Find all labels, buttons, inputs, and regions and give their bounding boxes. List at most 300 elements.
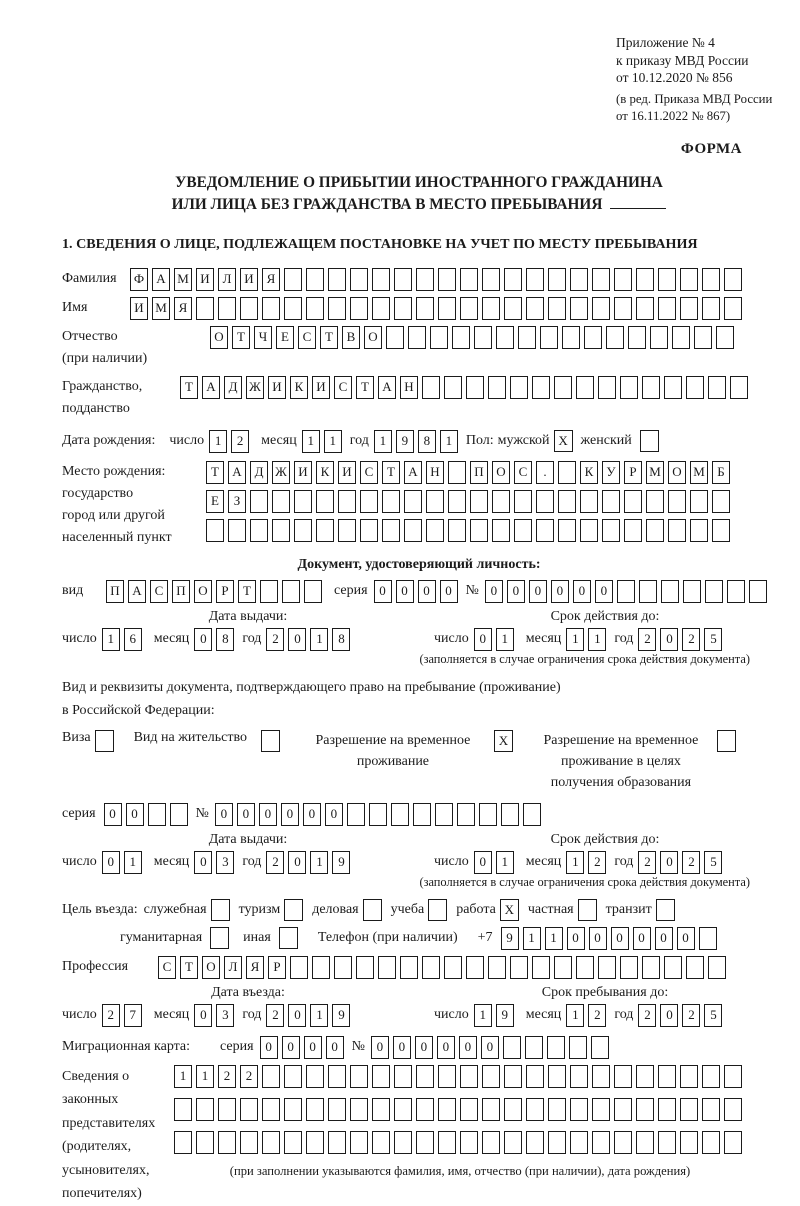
char-cell[interactable] bbox=[642, 376, 660, 399]
char-cell[interactable] bbox=[426, 519, 444, 542]
char-cell[interactable]: 0 bbox=[194, 851, 212, 874]
char-cell[interactable] bbox=[680, 297, 698, 320]
char-cell[interactable]: 0 bbox=[529, 580, 547, 603]
char-cell[interactable] bbox=[570, 268, 588, 291]
char-cell[interactable] bbox=[554, 956, 572, 979]
char-cell[interactable] bbox=[316, 490, 334, 513]
char-cell[interactable]: 1 bbox=[302, 430, 320, 453]
char-cell[interactable]: С bbox=[360, 461, 378, 484]
gender-male-checkbox[interactable]: X bbox=[554, 430, 573, 452]
char-cell[interactable] bbox=[570, 1131, 588, 1154]
char-cell[interactable] bbox=[228, 519, 246, 542]
char-cell[interactable] bbox=[430, 326, 448, 349]
char-cell[interactable] bbox=[548, 1098, 566, 1121]
char-cell[interactable]: М bbox=[152, 297, 170, 320]
char-cell[interactable] bbox=[394, 1065, 412, 1088]
char-cell[interactable]: 0 bbox=[440, 580, 458, 603]
char-cell[interactable] bbox=[620, 376, 638, 399]
char-cell[interactable]: 0 bbox=[288, 851, 306, 874]
char-cell[interactable] bbox=[504, 297, 522, 320]
char-cell[interactable]: 1 bbox=[196, 1065, 214, 1088]
char-cell[interactable] bbox=[170, 803, 188, 826]
char-cell[interactable] bbox=[658, 268, 676, 291]
char-cell[interactable] bbox=[617, 580, 635, 603]
char-cell[interactable]: И bbox=[338, 461, 356, 484]
char-cell[interactable] bbox=[306, 1065, 324, 1088]
char-cell[interactable] bbox=[328, 297, 346, 320]
char-cell[interactable] bbox=[558, 519, 576, 542]
char-cell[interactable] bbox=[526, 1065, 544, 1088]
char-cell[interactable] bbox=[636, 1065, 654, 1088]
char-cell[interactable] bbox=[636, 268, 654, 291]
char-cell[interactable] bbox=[602, 519, 620, 542]
char-cell[interactable] bbox=[391, 803, 409, 826]
char-cell[interactable] bbox=[452, 326, 470, 349]
char-cell[interactable] bbox=[716, 326, 734, 349]
char-cell[interactable] bbox=[328, 268, 346, 291]
char-cell[interactable]: К bbox=[316, 461, 334, 484]
char-cell[interactable]: И bbox=[130, 297, 148, 320]
char-cell[interactable]: 0 bbox=[281, 803, 299, 826]
char-cell[interactable] bbox=[262, 297, 280, 320]
char-cell[interactable] bbox=[457, 803, 475, 826]
char-cell[interactable] bbox=[702, 1065, 720, 1088]
char-cell[interactable]: 0 bbox=[393, 1036, 411, 1059]
char-cell[interactable]: 0 bbox=[326, 1036, 344, 1059]
char-cell[interactable]: 0 bbox=[481, 1036, 499, 1059]
char-cell[interactable]: Р bbox=[624, 461, 642, 484]
char-cell[interactable]: Ф bbox=[130, 268, 148, 291]
char-cell[interactable] bbox=[514, 490, 532, 513]
char-cell[interactable] bbox=[668, 519, 686, 542]
char-cell[interactable]: Т bbox=[382, 461, 400, 484]
char-cell[interactable] bbox=[554, 376, 572, 399]
char-cell[interactable] bbox=[466, 956, 484, 979]
char-cell[interactable] bbox=[570, 1098, 588, 1121]
char-cell[interactable] bbox=[683, 580, 701, 603]
char-cell[interactable]: О bbox=[364, 326, 382, 349]
char-cell[interactable] bbox=[466, 376, 484, 399]
char-cell[interactable] bbox=[394, 1131, 412, 1154]
char-cell[interactable] bbox=[705, 580, 723, 603]
char-cell[interactable]: 2 bbox=[682, 628, 700, 651]
char-cell[interactable] bbox=[174, 1098, 192, 1121]
char-cell[interactable]: Н bbox=[426, 461, 444, 484]
char-cell[interactable]: 0 bbox=[437, 1036, 455, 1059]
char-cell[interactable] bbox=[448, 519, 466, 542]
char-cell[interactable] bbox=[360, 490, 378, 513]
char-cell[interactable]: 9 bbox=[332, 1004, 350, 1027]
char-cell[interactable]: У bbox=[602, 461, 620, 484]
char-cell[interactable] bbox=[504, 268, 522, 291]
char-cell[interactable] bbox=[479, 803, 497, 826]
char-cell[interactable] bbox=[702, 1131, 720, 1154]
char-cell[interactable] bbox=[558, 461, 576, 484]
char-cell[interactable]: 3 bbox=[216, 851, 234, 874]
temp-residence-education-checkbox[interactable] bbox=[717, 730, 736, 752]
char-cell[interactable] bbox=[548, 1065, 566, 1088]
char-cell[interactable] bbox=[218, 1098, 236, 1121]
char-cell[interactable]: 6 bbox=[124, 628, 142, 651]
char-cell[interactable] bbox=[547, 1036, 565, 1059]
char-cell[interactable] bbox=[614, 297, 632, 320]
char-cell[interactable] bbox=[350, 1065, 368, 1088]
char-cell[interactable]: 0 bbox=[237, 803, 255, 826]
char-cell[interactable] bbox=[536, 490, 554, 513]
char-cell[interactable]: 0 bbox=[215, 803, 233, 826]
purpose-private-checkbox[interactable] bbox=[578, 899, 597, 921]
char-cell[interactable]: 0 bbox=[288, 1004, 306, 1027]
char-cell[interactable] bbox=[328, 1098, 346, 1121]
char-cell[interactable]: 0 bbox=[551, 580, 569, 603]
char-cell[interactable] bbox=[628, 326, 646, 349]
char-cell[interactable] bbox=[416, 1098, 434, 1121]
char-cell[interactable] bbox=[240, 1098, 258, 1121]
char-cell[interactable] bbox=[592, 1098, 610, 1121]
char-cell[interactable] bbox=[488, 956, 506, 979]
char-cell[interactable] bbox=[724, 268, 742, 291]
char-cell[interactable] bbox=[372, 1098, 390, 1121]
char-cell[interactable] bbox=[240, 1131, 258, 1154]
char-cell[interactable] bbox=[504, 1131, 522, 1154]
char-cell[interactable] bbox=[592, 1065, 610, 1088]
char-cell[interactable]: 2 bbox=[588, 1004, 606, 1027]
char-cell[interactable]: 0 bbox=[371, 1036, 389, 1059]
char-cell[interactable] bbox=[240, 297, 258, 320]
char-cell[interactable] bbox=[724, 297, 742, 320]
char-cell[interactable] bbox=[749, 580, 767, 603]
char-cell[interactable] bbox=[562, 326, 580, 349]
char-cell[interactable] bbox=[658, 1131, 676, 1154]
char-cell[interactable] bbox=[444, 956, 462, 979]
purpose-work-checkbox[interactable]: X bbox=[500, 899, 519, 921]
char-cell[interactable]: 1 bbox=[545, 927, 563, 950]
char-cell[interactable] bbox=[148, 803, 166, 826]
char-cell[interactable]: 0 bbox=[589, 927, 607, 950]
char-cell[interactable]: 1 bbox=[474, 1004, 492, 1027]
char-cell[interactable] bbox=[206, 519, 224, 542]
purpose-official-checkbox[interactable] bbox=[211, 899, 230, 921]
char-cell[interactable] bbox=[196, 1098, 214, 1121]
char-cell[interactable]: П bbox=[470, 461, 488, 484]
char-cell[interactable] bbox=[460, 268, 478, 291]
char-cell[interactable]: 0 bbox=[485, 580, 503, 603]
char-cell[interactable] bbox=[536, 519, 554, 542]
char-cell[interactable] bbox=[372, 1065, 390, 1088]
char-cell[interactable] bbox=[482, 1065, 500, 1088]
char-cell[interactable] bbox=[702, 268, 720, 291]
char-cell[interactable] bbox=[284, 1131, 302, 1154]
char-cell[interactable]: 2 bbox=[102, 1004, 120, 1027]
char-cell[interactable] bbox=[438, 1065, 456, 1088]
char-cell[interactable] bbox=[614, 1065, 632, 1088]
char-cell[interactable] bbox=[306, 297, 324, 320]
char-cell[interactable]: 0 bbox=[418, 580, 436, 603]
char-cell[interactable]: Т bbox=[180, 956, 198, 979]
char-cell[interactable] bbox=[394, 268, 412, 291]
char-cell[interactable] bbox=[350, 1098, 368, 1121]
char-cell[interactable] bbox=[284, 1098, 302, 1121]
char-cell[interactable] bbox=[378, 956, 396, 979]
char-cell[interactable] bbox=[614, 1098, 632, 1121]
char-cell[interactable]: Т bbox=[232, 326, 250, 349]
char-cell[interactable]: 0 bbox=[126, 803, 144, 826]
char-cell[interactable]: 0 bbox=[259, 803, 277, 826]
char-cell[interactable] bbox=[426, 490, 444, 513]
char-cell[interactable] bbox=[702, 297, 720, 320]
char-cell[interactable]: 2 bbox=[588, 851, 606, 874]
char-cell[interactable]: П bbox=[106, 580, 124, 603]
char-cell[interactable] bbox=[328, 1065, 346, 1088]
char-cell[interactable] bbox=[650, 326, 668, 349]
char-cell[interactable]: Е bbox=[276, 326, 294, 349]
char-cell[interactable]: А bbox=[152, 268, 170, 291]
char-cell[interactable]: 0 bbox=[633, 927, 651, 950]
char-cell[interactable] bbox=[448, 461, 466, 484]
char-cell[interactable] bbox=[658, 297, 676, 320]
char-cell[interactable] bbox=[438, 268, 456, 291]
char-cell[interactable] bbox=[690, 519, 708, 542]
char-cell[interactable] bbox=[504, 1098, 522, 1121]
char-cell[interactable]: Д bbox=[250, 461, 268, 484]
char-cell[interactable] bbox=[328, 1131, 346, 1154]
char-cell[interactable]: 1 bbox=[566, 628, 584, 651]
char-cell[interactable]: Т bbox=[238, 580, 256, 603]
char-cell[interactable]: 1 bbox=[566, 851, 584, 874]
char-cell[interactable] bbox=[438, 1098, 456, 1121]
char-cell[interactable]: 0 bbox=[288, 628, 306, 651]
char-cell[interactable] bbox=[422, 956, 440, 979]
char-cell[interactable] bbox=[488, 376, 506, 399]
temp-residence-checkbox[interactable]: X bbox=[494, 730, 513, 752]
char-cell[interactable] bbox=[272, 490, 290, 513]
char-cell[interactable]: А bbox=[228, 461, 246, 484]
char-cell[interactable]: 0 bbox=[595, 580, 613, 603]
char-cell[interactable] bbox=[702, 1098, 720, 1121]
char-cell[interactable]: 0 bbox=[660, 851, 678, 874]
char-cell[interactable]: 1 bbox=[566, 1004, 584, 1027]
char-cell[interactable]: К bbox=[580, 461, 598, 484]
char-cell[interactable]: М bbox=[646, 461, 664, 484]
char-cell[interactable] bbox=[284, 1065, 302, 1088]
char-cell[interactable]: И bbox=[240, 268, 258, 291]
char-cell[interactable]: 2 bbox=[231, 430, 249, 453]
char-cell[interactable]: З bbox=[228, 490, 246, 513]
char-cell[interactable]: 2 bbox=[638, 628, 656, 651]
char-cell[interactable] bbox=[492, 519, 510, 542]
char-cell[interactable] bbox=[592, 297, 610, 320]
char-cell[interactable] bbox=[290, 956, 308, 979]
char-cell[interactable]: 0 bbox=[194, 628, 212, 651]
char-cell[interactable]: 0 bbox=[415, 1036, 433, 1059]
char-cell[interactable] bbox=[708, 376, 726, 399]
char-cell[interactable]: О bbox=[194, 580, 212, 603]
char-cell[interactable] bbox=[584, 326, 602, 349]
char-cell[interactable] bbox=[174, 1131, 192, 1154]
purpose-study-checkbox[interactable] bbox=[428, 899, 447, 921]
char-cell[interactable]: 1 bbox=[496, 628, 514, 651]
char-cell[interactable]: 0 bbox=[474, 628, 492, 651]
char-cell[interactable]: К bbox=[290, 376, 308, 399]
char-cell[interactable]: 0 bbox=[459, 1036, 477, 1059]
char-cell[interactable]: 0 bbox=[260, 1036, 278, 1059]
char-cell[interactable]: 1 bbox=[588, 628, 606, 651]
char-cell[interactable] bbox=[642, 956, 660, 979]
char-cell[interactable]: Я bbox=[246, 956, 264, 979]
char-cell[interactable] bbox=[570, 1065, 588, 1088]
char-cell[interactable] bbox=[282, 580, 300, 603]
char-cell[interactable]: 1 bbox=[124, 851, 142, 874]
char-cell[interactable] bbox=[460, 1098, 478, 1121]
char-cell[interactable]: Т bbox=[356, 376, 374, 399]
char-cell[interactable] bbox=[602, 490, 620, 513]
char-cell[interactable] bbox=[712, 490, 730, 513]
char-cell[interactable] bbox=[250, 490, 268, 513]
char-cell[interactable] bbox=[262, 1065, 280, 1088]
char-cell[interactable]: Б bbox=[712, 461, 730, 484]
char-cell[interactable]: Р bbox=[268, 956, 286, 979]
char-cell[interactable] bbox=[470, 490, 488, 513]
char-cell[interactable]: Ж bbox=[272, 461, 290, 484]
char-cell[interactable] bbox=[306, 1098, 324, 1121]
char-cell[interactable] bbox=[482, 1131, 500, 1154]
char-cell[interactable]: 0 bbox=[573, 580, 591, 603]
char-cell[interactable] bbox=[262, 1098, 280, 1121]
char-cell[interactable]: О bbox=[202, 956, 220, 979]
char-cell[interactable] bbox=[646, 490, 664, 513]
char-cell[interactable] bbox=[260, 580, 278, 603]
char-cell[interactable]: 8 bbox=[332, 628, 350, 651]
char-cell[interactable]: Л bbox=[218, 268, 236, 291]
char-cell[interactable] bbox=[444, 376, 462, 399]
char-cell[interactable] bbox=[591, 1036, 609, 1059]
char-cell[interactable] bbox=[382, 519, 400, 542]
char-cell[interactable] bbox=[580, 490, 598, 513]
char-cell[interactable] bbox=[730, 376, 748, 399]
char-cell[interactable]: 0 bbox=[474, 851, 492, 874]
char-cell[interactable] bbox=[218, 1131, 236, 1154]
char-cell[interactable] bbox=[672, 326, 690, 349]
gender-female-checkbox[interactable] bbox=[640, 430, 659, 452]
char-cell[interactable] bbox=[294, 490, 312, 513]
char-cell[interactable] bbox=[350, 297, 368, 320]
char-cell[interactable] bbox=[492, 490, 510, 513]
char-cell[interactable] bbox=[686, 956, 704, 979]
char-cell[interactable] bbox=[680, 1131, 698, 1154]
char-cell[interactable] bbox=[404, 519, 422, 542]
char-cell[interactable]: А bbox=[128, 580, 146, 603]
char-cell[interactable]: 2 bbox=[266, 1004, 284, 1027]
char-cell[interactable] bbox=[694, 326, 712, 349]
char-cell[interactable]: Р bbox=[216, 580, 234, 603]
char-cell[interactable]: . bbox=[536, 461, 554, 484]
char-cell[interactable]: 2 bbox=[240, 1065, 258, 1088]
char-cell[interactable]: О bbox=[492, 461, 510, 484]
char-cell[interactable] bbox=[394, 297, 412, 320]
char-cell[interactable] bbox=[196, 297, 214, 320]
char-cell[interactable] bbox=[312, 956, 330, 979]
residence-permit-checkbox[interactable] bbox=[261, 730, 280, 752]
char-cell[interactable]: 0 bbox=[102, 851, 120, 874]
char-cell[interactable]: 0 bbox=[304, 1036, 322, 1059]
char-cell[interactable] bbox=[658, 1098, 676, 1121]
char-cell[interactable] bbox=[394, 1098, 412, 1121]
char-cell[interactable] bbox=[350, 268, 368, 291]
char-cell[interactable] bbox=[680, 1065, 698, 1088]
char-cell[interactable] bbox=[400, 956, 418, 979]
char-cell[interactable] bbox=[510, 376, 528, 399]
char-cell[interactable]: И bbox=[268, 376, 286, 399]
char-cell[interactable] bbox=[525, 1036, 543, 1059]
char-cell[interactable] bbox=[724, 1131, 742, 1154]
char-cell[interactable]: С bbox=[514, 461, 532, 484]
char-cell[interactable]: 8 bbox=[418, 430, 436, 453]
char-cell[interactable] bbox=[680, 1098, 698, 1121]
char-cell[interactable]: 0 bbox=[611, 927, 629, 950]
char-cell[interactable]: 2 bbox=[638, 1004, 656, 1027]
char-cell[interactable] bbox=[526, 1098, 544, 1121]
char-cell[interactable]: 1 bbox=[310, 1004, 328, 1027]
char-cell[interactable] bbox=[708, 956, 726, 979]
char-cell[interactable] bbox=[372, 297, 390, 320]
char-cell[interactable] bbox=[636, 1131, 654, 1154]
char-cell[interactable]: Н bbox=[400, 376, 418, 399]
char-cell[interactable]: Л bbox=[224, 956, 242, 979]
char-cell[interactable] bbox=[576, 376, 594, 399]
char-cell[interactable]: А bbox=[404, 461, 422, 484]
char-cell[interactable] bbox=[435, 803, 453, 826]
char-cell[interactable] bbox=[306, 1131, 324, 1154]
char-cell[interactable]: И bbox=[312, 376, 330, 399]
char-cell[interactable]: 1 bbox=[102, 628, 120, 651]
char-cell[interactable]: 9 bbox=[396, 430, 414, 453]
purpose-tourism-checkbox[interactable] bbox=[284, 899, 303, 921]
visa-checkbox[interactable] bbox=[95, 730, 114, 752]
char-cell[interactable] bbox=[580, 519, 598, 542]
char-cell[interactable] bbox=[569, 1036, 587, 1059]
char-cell[interactable] bbox=[510, 956, 528, 979]
char-cell[interactable] bbox=[699, 927, 717, 950]
char-cell[interactable]: 2 bbox=[266, 628, 284, 651]
char-cell[interactable]: 5 bbox=[704, 1004, 722, 1027]
purpose-humanitarian-checkbox[interactable] bbox=[210, 927, 229, 949]
char-cell[interactable] bbox=[284, 297, 302, 320]
char-cell[interactable]: М bbox=[690, 461, 708, 484]
char-cell[interactable] bbox=[416, 1065, 434, 1088]
char-cell[interactable] bbox=[262, 1131, 280, 1154]
char-cell[interactable] bbox=[470, 519, 488, 542]
char-cell[interactable] bbox=[639, 580, 657, 603]
char-cell[interactable] bbox=[526, 268, 544, 291]
char-cell[interactable] bbox=[592, 268, 610, 291]
char-cell[interactable]: 0 bbox=[374, 580, 392, 603]
char-cell[interactable]: С bbox=[334, 376, 352, 399]
char-cell[interactable]: 1 bbox=[440, 430, 458, 453]
char-cell[interactable]: 0 bbox=[282, 1036, 300, 1059]
char-cell[interactable]: Т bbox=[320, 326, 338, 349]
char-cell[interactable] bbox=[614, 268, 632, 291]
char-cell[interactable] bbox=[712, 519, 730, 542]
char-cell[interactable]: 1 bbox=[324, 430, 342, 453]
char-cell[interactable] bbox=[501, 803, 519, 826]
char-cell[interactable] bbox=[460, 297, 478, 320]
char-cell[interactable] bbox=[724, 1098, 742, 1121]
char-cell[interactable]: 7 bbox=[124, 1004, 142, 1027]
char-cell[interactable] bbox=[598, 376, 616, 399]
char-cell[interactable] bbox=[540, 326, 558, 349]
char-cell[interactable]: 9 bbox=[501, 927, 519, 950]
char-cell[interactable] bbox=[438, 1131, 456, 1154]
